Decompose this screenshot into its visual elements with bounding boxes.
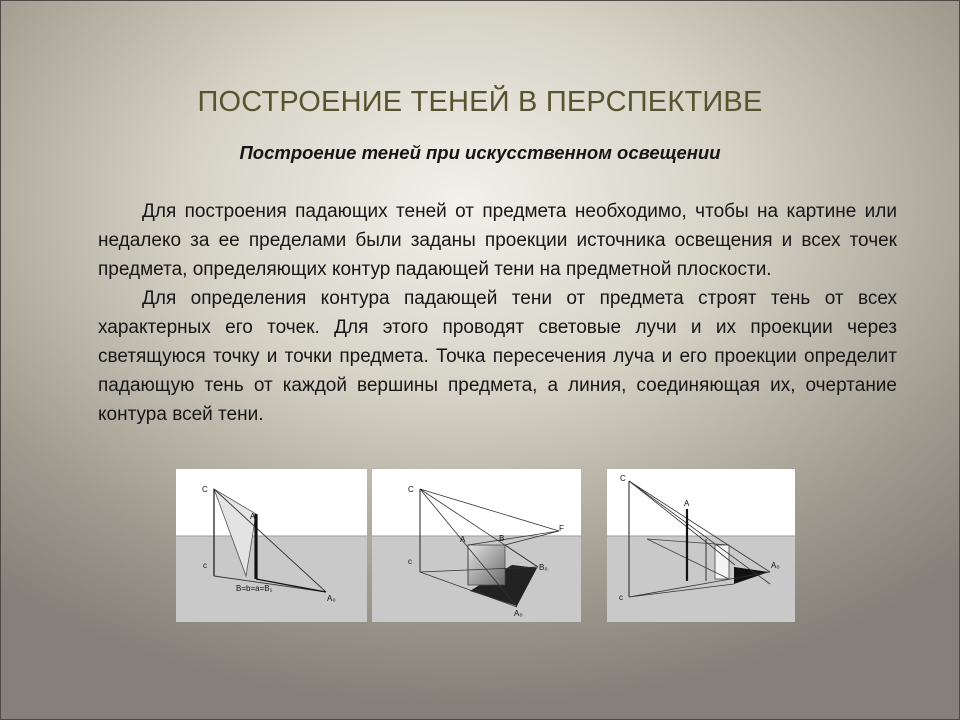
- shadow-diagram-1: [176, 469, 367, 622]
- fig3-label-a0: A₀: [771, 561, 780, 570]
- fig2-label-c: C: [408, 485, 414, 494]
- fig3-label-c: C: [620, 474, 626, 483]
- shadow-diagram-1-drawing: [176, 469, 367, 622]
- shadow-diagram-2-drawing: [372, 469, 581, 622]
- fig1-label-c: C: [202, 485, 208, 494]
- paragraph-1: Для построения падающих теней от предмета необходимо, чтобы на картине или недалеко за ее пределами были заданы проекции источника освещения и всех точек предмета, определяющих контур падающей тени на предметной плоскости.: [98, 201, 897, 280]
- fig3-label-c-small: c: [619, 593, 623, 602]
- fig2-label-b0: B₀: [539, 563, 548, 572]
- fig2-label-f: F: [559, 524, 564, 533]
- slide-subtitle: Построение теней при искусственном освещении: [239, 142, 721, 163]
- paragraph-2: Для определения контура падающей тени от предмета строят тень от всех характерных его точек. Для этого проводят световые лучи и их проекции через светящуюся точку и точки предмета. Точка пересечения луча и его проекции определит падающую тень от каждой вершины предмета, а линия, соединяющая их, очертание контура всей тени.: [98, 288, 897, 425]
- body-text: [98, 197, 897, 473]
- shadow-diagram-3: [607, 469, 795, 622]
- shadow-diagram-2: [372, 469, 581, 622]
- fig1-label-b: B=b=a=B₁: [236, 584, 273, 593]
- fig3-label-a: A: [684, 499, 690, 508]
- fig1-label-a0: A₀: [327, 594, 336, 603]
- fig2-label-a: A: [460, 535, 466, 544]
- slide-title: ПОСТРОЕНИЕ ТЕНЕЙ В ПЕРСПЕКТИВЕ: [197, 86, 763, 118]
- fig1-label-a: A: [250, 512, 256, 521]
- shadow-diagram-3-drawing: [607, 469, 795, 622]
- fig2-label-c-small: c: [408, 557, 412, 566]
- fig2-label-b: B: [499, 534, 505, 543]
- fig1-label-c-small: c: [203, 561, 207, 570]
- fig2-label-a0: A₀: [514, 609, 523, 618]
